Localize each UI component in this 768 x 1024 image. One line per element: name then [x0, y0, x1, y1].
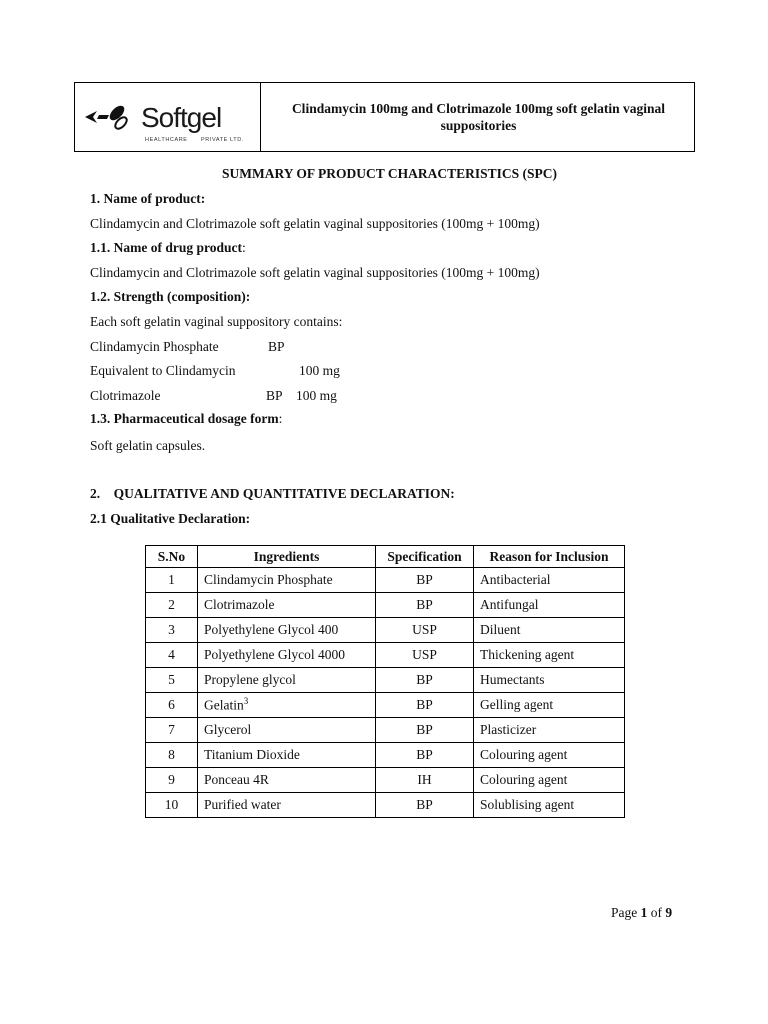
cell-sno-text: 6 — [168, 697, 175, 712]
table-row — [146, 568, 625, 593]
cell-reason-text: Thickening agent — [480, 647, 575, 662]
composition-amount: 100 mg — [296, 388, 337, 403]
cell-ingredient — [198, 793, 376, 818]
cell-sno — [146, 718, 198, 743]
cell-sno-text: 2 — [168, 597, 175, 612]
cell-reason — [474, 693, 625, 718]
cell-reason — [474, 568, 625, 593]
logo-subtext-left: HEALTHCARE — [145, 137, 188, 143]
table-row — [146, 593, 625, 618]
cell-ingredient — [198, 568, 376, 593]
cell-sno — [146, 668, 198, 693]
cell-ingredient — [198, 743, 376, 768]
cell-specification — [376, 668, 474, 693]
composition-grade: BP — [266, 388, 283, 403]
cell-specification-text: BP — [416, 797, 433, 812]
cell-specification-text: BP — [416, 672, 433, 687]
cell-reason — [474, 718, 625, 743]
col-header-ingredients: Ingredients — [198, 546, 376, 568]
cell-reason — [474, 668, 625, 693]
cell-sno-text: 8 — [168, 747, 175, 762]
composition-amount: 100 mg — [299, 363, 340, 378]
header-box — [74, 82, 695, 152]
section-1-2-heading: 1.2. Strength (composition): — [90, 289, 251, 304]
cell-specification-text: IH — [417, 772, 432, 787]
table-row — [146, 643, 625, 668]
cell-ingredient-text: Ponceau 4R — [204, 772, 269, 787]
section-1-1-text: Clindamycin and Clotrimazole soft gelatin vaginal suppositories (100mg + 100mg) — [90, 265, 540, 280]
cell-specification — [376, 718, 474, 743]
cell-reason-text: Humectants — [480, 672, 545, 687]
logo-wordmark: Softgel — [141, 102, 222, 133]
page-total: 9 — [665, 905, 673, 920]
cell-specification — [376, 593, 474, 618]
col-header-reason: Reason for Inclusion — [474, 546, 625, 568]
table-row — [146, 793, 625, 818]
composition-name: Clotrimazole — [90, 388, 161, 403]
composition-name: Equivalent to Clindamycin — [90, 363, 236, 378]
section-1-text: Clindamycin and Clotrimazole soft gelatin vaginal suppositories (100mg + 100mg) — [90, 216, 540, 231]
cell-ingredient-text: Polyethylene Glycol 400 — [204, 622, 339, 637]
table-header-row — [146, 546, 625, 568]
cell-sno-text: 3 — [168, 622, 175, 637]
cell-sno-text: 1 — [168, 572, 175, 587]
section-1-1-heading: 1.1. Name of drug product — [90, 240, 243, 255]
footnote-marker: 3 — [243, 696, 249, 707]
logo-subtext-right: PRIVATE LTD. — [201, 137, 244, 143]
section-1-1-heading-line — [90, 240, 246, 256]
cell-sno — [146, 793, 198, 818]
composition-grade: BP — [268, 339, 285, 354]
cell-ingredient — [198, 618, 376, 643]
page-footer — [611, 905, 672, 921]
cell-ingredient-text: Purified water — [204, 797, 281, 812]
cell-sno — [146, 618, 198, 643]
cell-sno-text: 4 — [168, 647, 175, 662]
cell-sno-text: 7 — [168, 722, 175, 737]
cell-specification — [376, 793, 474, 818]
table-row — [146, 768, 625, 793]
cell-ingredient-text: Titanium Dioxide — [204, 747, 300, 762]
table-row — [146, 668, 625, 693]
softgel-logo-icon — [83, 97, 139, 137]
cell-sno — [146, 743, 198, 768]
ingredients-table — [145, 545, 625, 818]
composition-name: Clindamycin Phosphate — [90, 339, 219, 354]
cell-sno — [146, 693, 198, 718]
section-2-heading: 2. QUALITATIVE AND QUANTITATIVE DECLARATION: — [90, 486, 455, 501]
page-current: 1 — [640, 905, 648, 920]
cell-specification — [376, 743, 474, 768]
company-logo — [83, 93, 253, 143]
cell-reason-text: Antibacterial — [480, 572, 551, 587]
cell-specification — [376, 768, 474, 793]
cell-reason-text: Plasticizer — [480, 722, 537, 737]
cell-reason-text: Colouring agent — [480, 772, 568, 787]
cell-reason-text: Diluent — [480, 622, 521, 637]
cell-specification-text: BP — [416, 697, 433, 712]
cell-specification-text: USP — [412, 622, 437, 637]
cell-specification — [376, 643, 474, 668]
col-header-sno: S.No — [146, 546, 198, 568]
section-2-1-heading: 2.1 Qualitative Declaration: — [90, 511, 251, 526]
document-title: SUMMARY OF PRODUCT CHARACTERISTICS (SPC) — [222, 166, 558, 181]
cell-reason-text: Antifungal — [480, 597, 539, 612]
cell-sno — [146, 643, 198, 668]
table-row — [146, 743, 625, 768]
section-1-heading: 1. Name of product: — [90, 191, 206, 206]
cell-reason — [474, 793, 625, 818]
cell-reason — [474, 768, 625, 793]
cell-specification — [376, 693, 474, 718]
header-product-title: Clindamycin 100mg and Clotrimazole 100mg soft gelatin vaginal suppositories — [291, 101, 666, 133]
cell-ingredient — [198, 768, 376, 793]
cell-specification-text: BP — [416, 572, 433, 587]
cell-sno — [146, 568, 198, 593]
cell-sno-text: 10 — [164, 797, 179, 812]
section-1-2-intro: Each soft gelatin vaginal suppository contains: — [90, 314, 343, 329]
cell-ingredient-text: Propylene glycol — [204, 672, 296, 687]
cell-reason — [474, 618, 625, 643]
cell-specification — [376, 618, 474, 643]
cell-specification-text: BP — [416, 747, 433, 762]
cell-reason — [474, 593, 625, 618]
section-1-3-heading: 1.3. Pharmaceutical dosage form — [90, 411, 279, 426]
section-1-3-colon: : — [278, 411, 283, 426]
section-1-1-colon: : — [242, 240, 246, 255]
cell-reason-text: Solublising agent — [480, 797, 575, 812]
section-1-3-text: Soft gelatin capsules. — [90, 438, 206, 453]
cell-ingredient — [198, 668, 376, 693]
cell-reason — [474, 643, 625, 668]
cell-sno-text: 5 — [168, 672, 175, 687]
table-body — [146, 568, 625, 818]
cell-specification-text: BP — [416, 722, 433, 737]
cell-sno-text: 9 — [168, 772, 175, 787]
cell-specification-text: BP — [416, 597, 433, 612]
cell-ingredient-text: Gelatin — [204, 697, 244, 713]
cell-ingredient — [198, 718, 376, 743]
cell-ingredient — [198, 643, 376, 668]
cell-reason-text: Gelling agent — [480, 697, 554, 712]
cell-ingredient — [198, 593, 376, 618]
section-1-3-heading-line — [90, 411, 282, 427]
cell-sno — [146, 768, 198, 793]
cell-specification — [376, 568, 474, 593]
cell-ingredient-text: Clindamycin Phosphate — [204, 572, 333, 587]
cell-ingredient-text: Clotrimazole — [204, 597, 275, 612]
table-row — [146, 693, 625, 718]
cell-ingredient-text: Glycerol — [204, 722, 252, 737]
col-header-specification: Specification — [376, 546, 474, 568]
cell-ingredient-text: Polyethylene Glycol 4000 — [204, 647, 345, 662]
cell-specification-text: USP — [412, 647, 437, 662]
cell-reason-text: Colouring agent — [480, 747, 568, 762]
page-label: Page — [611, 905, 638, 920]
table-row — [146, 618, 625, 643]
page-of-label: of — [650, 905, 662, 920]
cell-sno — [146, 593, 198, 618]
table-row — [146, 718, 625, 743]
cell-ingredient — [198, 693, 376, 718]
cell-reason — [474, 743, 625, 768]
